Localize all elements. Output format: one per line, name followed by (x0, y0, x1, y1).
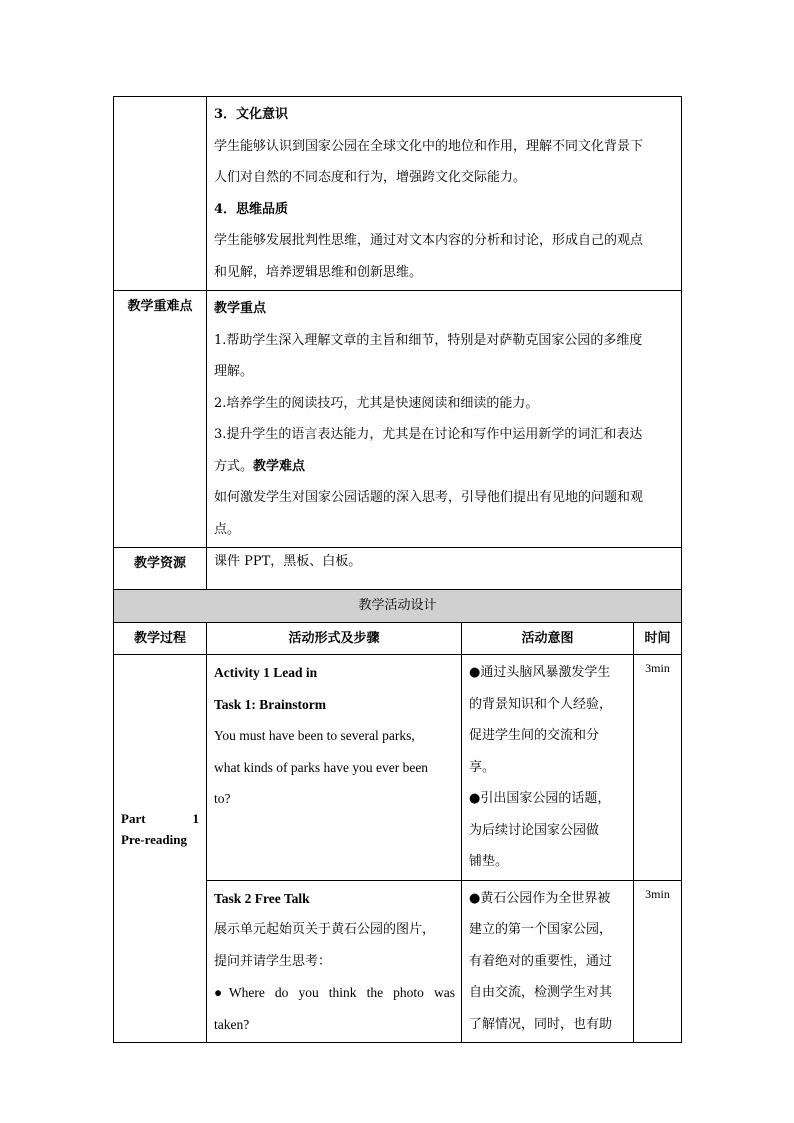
activity-1-title: Activity 1 Lead in (214, 665, 318, 680)
goals-label-cell (114, 97, 207, 291)
focus-point-1-line-2: 理解。 (214, 364, 254, 379)
goals-row (114, 97, 682, 291)
goal-3-text-2: 人们对自然的不同态度和行为，增强跨文化交际能力。 (214, 170, 527, 185)
activity-row-1 (114, 655, 682, 881)
intent-2-line-2: 建立的第一个国家公园， (469, 922, 613, 937)
intent-2-line-4: 自由交流，检测学生对其 (469, 985, 613, 1000)
part-number: 1 (192, 810, 199, 826)
intent-2-line-5: 了解情况，同时，也有助 (469, 1016, 613, 1032)
task-2-line-4: taken? (214, 1016, 250, 1032)
part-name: Pre-reading (121, 831, 187, 847)
focus-title: 教学重点 (214, 301, 267, 316)
intent-1-line-7: 铺垫。 (469, 854, 509, 869)
task-2-title: Task 2 Free Talk (214, 890, 310, 906)
header-process: 教学过程 (114, 622, 207, 655)
goals-content-cell (207, 97, 682, 291)
activity-1-time-cell (634, 655, 682, 881)
activity-1-intent-cell (462, 655, 634, 881)
activity-2-time-cell (634, 880, 682, 1043)
keypoints-row (114, 291, 682, 548)
keypoints-label: 教学重难点 (114, 291, 207, 548)
intent-2-line-3: 有着绝对的重要性，通过 (469, 953, 613, 969)
activity-2-time: 3min (645, 886, 670, 901)
difficulty-point-line-1: 如何激发学生对国家公园话题的深入思考，引导他们提出有见地的问题和观 (214, 490, 644, 505)
task-2-line-2: 提问并请学生思考： (214, 953, 332, 969)
intent-1-line-6: 为后续讨论国家公园做 (469, 822, 600, 838)
focus-point-3-line-2 (214, 451, 675, 483)
focus-point-2: 2.培养学生的阅读技巧，尤其是快速阅读和细读的能力。 (214, 395, 539, 411)
keypoints-content-cell (207, 291, 682, 548)
header-time: 时间 (634, 622, 682, 655)
part-word: Part (121, 810, 146, 826)
focus-point-3-tail: 方式。 (214, 458, 254, 474)
task-2-line-1: 展示单元起始页关于黄石公园的图片， (214, 922, 436, 937)
intent-2-line-1: ●黄石公园作为全世界被 (469, 890, 611, 906)
goal-4-title: 4．思维品质 (214, 201, 289, 217)
goal-4-text-2: 和见解，培养逻辑思维和创新思维。 (214, 264, 423, 280)
activity-1-time: 3min (645, 661, 670, 675)
header-intent: 活动意图 (462, 622, 634, 655)
task-1-line-1: You must have been to several parks, (214, 728, 415, 743)
resources-row (114, 548, 682, 590)
activity-2-steps-cell (207, 880, 462, 1043)
activity-1-steps-cell (207, 655, 462, 881)
lesson-plan-table (113, 96, 682, 1043)
intent-1-line-3: 促进学生间的交流和分 (469, 728, 600, 743)
task-1-title: Task 1: Brainstorm (214, 696, 327, 712)
part-label-cell (114, 655, 207, 1043)
activity-section-title: 教学活动设计 (114, 590, 682, 623)
activity-header-row (114, 622, 682, 655)
task-1-line-2: what kinds of parks have you ever been (214, 759, 429, 775)
goal-4-text-1: 学生能够发展批判性思维，通过对文本内容的分析和讨论，形成自己的观点 (214, 233, 644, 248)
intent-1-line-5: ●引出国家公园的话题， (469, 791, 611, 806)
goal-3-title: 3．文化意识 (214, 107, 289, 122)
part-label (114, 808, 206, 850)
intent-1-line-2: 的背景知识和个人经验， (469, 696, 613, 712)
task-1-line-3: to? (214, 791, 231, 806)
goal-3-text-1: 学生能够认识到国家公园在全球文化中的地位和作用，理解不同文化背景下 (214, 138, 644, 154)
activity-section-row (114, 590, 682, 623)
resources-label: 教学资源 (114, 548, 207, 590)
resources-content-cell (207, 548, 682, 590)
difficulty-title: 教学难点 (253, 458, 306, 474)
intent-1-line-1: ●通过头脑风暴激发学生 (469, 665, 611, 680)
focus-point-3-line-1: 3.提升学生的语言表达能力，尤其是在讨论和写作中运用新学的词汇和表达 (214, 427, 643, 442)
header-steps: 活动形式及步骤 (207, 622, 462, 655)
difficulty-point-line-2: 点。 (214, 521, 241, 537)
focus-point-1-line-1: 1.帮助学生深入理解文章的主旨和细节，特别是对萨勒克国家公园的多维度 (214, 332, 643, 348)
intent-1-line-4: 享。 (469, 759, 496, 775)
activity-2-intent-cell (462, 880, 634, 1043)
task-2-line-3: ●Where do you think the photo was (214, 985, 455, 1000)
resources-value: 课件 PPT，黑板、白板。 (214, 554, 362, 569)
